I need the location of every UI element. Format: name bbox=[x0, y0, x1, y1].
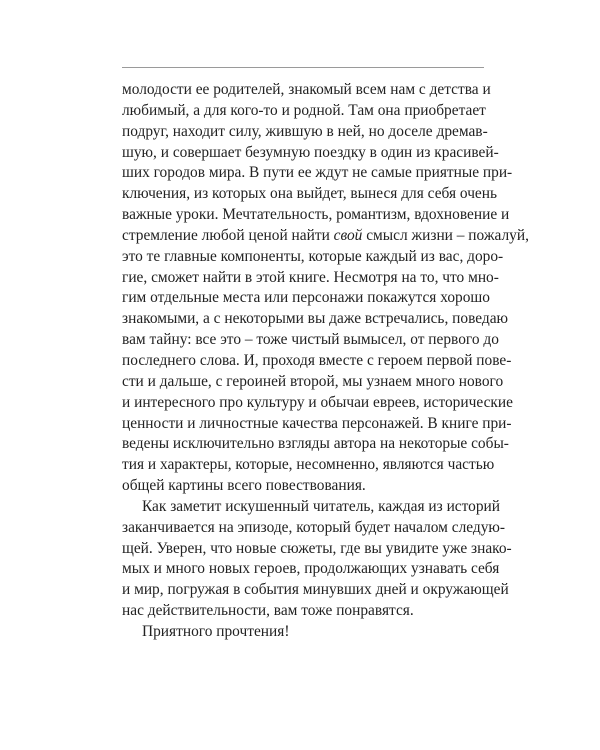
header-rule bbox=[122, 67, 484, 68]
text-line: ших городов мира. В пути ее ждут не самые приятные при- bbox=[122, 164, 513, 182]
text-line: гие, сможет найти в этой книге. Несмотря на то, что мно- bbox=[122, 268, 499, 286]
text-line: любимый, а для кого-то и родной. Там она приобретает bbox=[122, 101, 486, 119]
text-line: заканчивается на эпизоде, который будет началом следую- bbox=[122, 518, 506, 536]
text-line: гим отдельные места или персонажи покажутся хорошо bbox=[122, 289, 490, 307]
paragraph bbox=[122, 497, 512, 622]
text-line: подруг, находит силу, жившую в ней, но доселе дремав- bbox=[122, 122, 488, 140]
paragraph bbox=[122, 622, 484, 643]
text-line: мых и много новых героев, продолжающих узнавать себя bbox=[122, 560, 500, 578]
text-line: и интересного про культуру и обычаи евреев, исторические bbox=[122, 393, 513, 411]
text-line: сти и дальше, с героиней второй, мы узнаем много нового bbox=[122, 372, 504, 390]
text-line: щей. Уверен, что новые сюжеты, где вы увидите уже знако- bbox=[122, 539, 512, 557]
text-line-with-emphasis: стремление любой ценой найти свой смысл жизни – пожалуй, bbox=[122, 226, 529, 244]
text-line: важные уроки. Мечтательность, романтизм, вдохновение и bbox=[122, 206, 510, 224]
text-line: знакомыми, а с некоторыми вы даже встречались, поведаю bbox=[122, 310, 509, 328]
page-body bbox=[122, 80, 529, 643]
text-line: шую, и совершает безумную поездку в один из красивей- bbox=[122, 143, 499, 161]
text-line: ключения, из которых она выйдет, вынеся для себя очень bbox=[122, 185, 498, 203]
text-line: это те главные компоненты, которые каждый из вас, доро- bbox=[122, 247, 504, 265]
text-line: ценности и личностные качества персонажей. В книге при- bbox=[122, 414, 512, 432]
text-line: последнего слова. И, проходя вместе с героем первой пове- bbox=[122, 351, 512, 369]
text-line: и мир, погружая в события минувших дней и окружающей bbox=[122, 581, 509, 599]
paragraph bbox=[122, 80, 529, 497]
text-line: общей картины всего повествования. bbox=[122, 477, 366, 495]
text-line: Как заметит искушенный читатель, каждая из историй bbox=[142, 497, 501, 515]
text-line: Приятного прочтения! bbox=[142, 622, 290, 640]
text-line: молодости ее родителей, знакомый всем нам с детства и bbox=[122, 81, 491, 98]
text-line: вам тайну: все это – тоже чистый вымысел, от первого до bbox=[122, 331, 499, 349]
text-line: нас действительности, вам тоже понравятся. bbox=[122, 602, 414, 620]
text-line: ведены исключительно взгляды автора на некоторые собы- bbox=[122, 435, 509, 453]
text-line: тия и характеры, которые, несомненно, являются частью bbox=[122, 456, 495, 474]
